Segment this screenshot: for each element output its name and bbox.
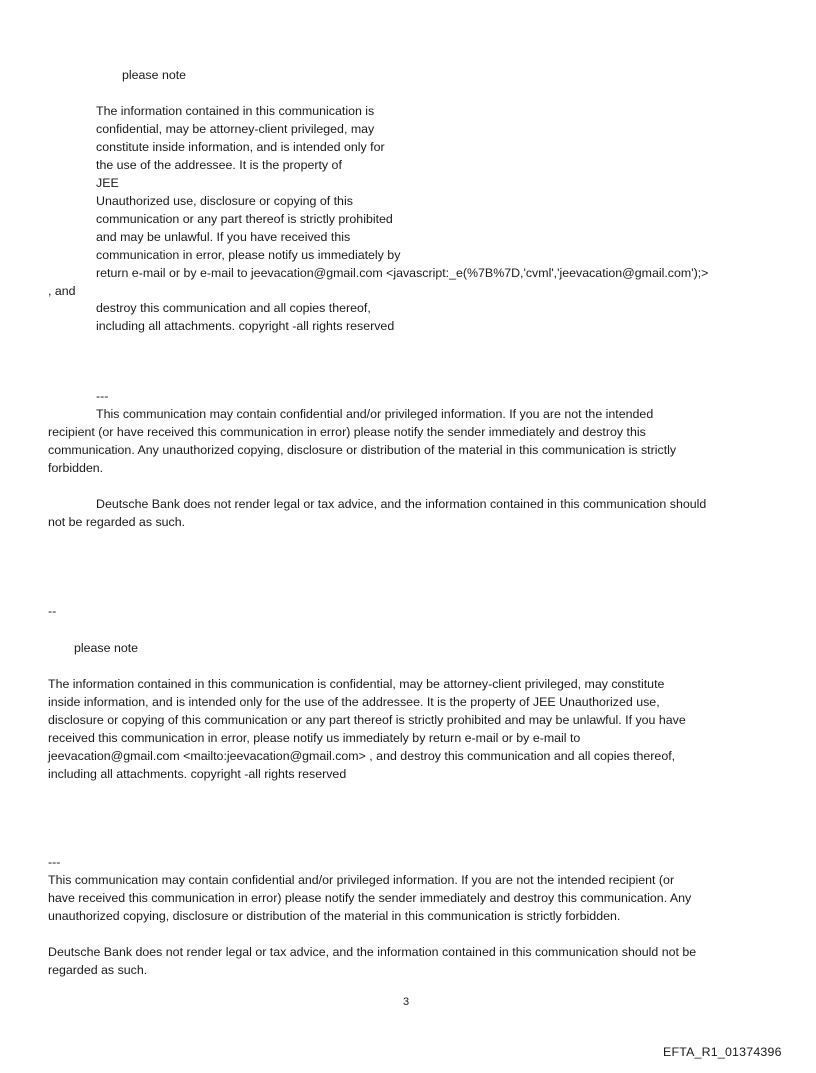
notice-line: communication in error, please notify us immediately by	[96, 248, 401, 262]
notice-line-email: return e-mail or by e-mail to jeevacation@gmail.com <javascript:_e(%7B%7D,'cvml','jeevacation@gmail.com');>	[96, 266, 709, 280]
disclaimer-line: This communication may contain confidential and/or privileged information. If you are not the intended	[96, 407, 654, 421]
page-number: 3	[403, 996, 410, 1008]
confidentiality-notice-2	[48, 675, 686, 783]
separator-2: --	[48, 604, 57, 618]
db-confidential-disclaimer-2	[48, 871, 691, 925]
db-tax-advice-disclaimer-1	[48, 495, 706, 531]
advice-line: Deutsche Bank does not render legal or tax advice, and the information contained in this communication should	[96, 497, 707, 511]
advice-line: regarded as such.	[48, 963, 148, 977]
notice-line: JEE	[96, 176, 119, 190]
advice-line: Deutsche Bank does not render legal or tax advice, and the information contained in this communication should not be	[48, 945, 697, 959]
notice-line: Unauthorized use, disclosure or copying of this	[96, 194, 353, 208]
confidentiality-notice-1	[96, 102, 708, 282]
notice-line: and may be unlawful. If you have received this	[96, 230, 351, 244]
notice-line: The information contained in this communication is	[96, 104, 375, 118]
notice-line: confidential, may be attorney-client privileged, may	[96, 122, 375, 136]
notice-line: disclosure or copying of this communication or any part thereof is strictly prohibited and may be unlawful. If you have	[48, 713, 686, 727]
please-note-heading-1: please note	[122, 68, 187, 82]
closing-line: destroy this communication and all copies thereof,	[96, 301, 371, 315]
notice-line: received this communication in error, please notify us immediately by return e-mail or by e-mail to	[48, 731, 581, 745]
notice-line: The information contained in this communication is confidential, may be attorney-client privileged, may constitute	[48, 677, 665, 691]
notice-line: the use of the addressee. It is the property of	[96, 158, 342, 172]
disclaimer-line: This communication may contain confidential and/or privileged information. If you are not the intended recipient (or	[48, 873, 675, 887]
please-note-heading-2: please note	[74, 641, 139, 655]
confidentiality-closing-1	[96, 299, 394, 335]
db-tax-advice-disclaimer-2	[48, 943, 696, 979]
advice-line: not be regarded as such.	[48, 515, 186, 529]
document-id: EFTA_R1_01374396	[663, 1045, 782, 1059]
separator-3: ---	[48, 855, 61, 869]
disclaimer-line: have received this communication in error) please notify the sender immediately and destroy this communication. Any	[48, 891, 692, 905]
notice-line-email: jeevacation@gmail.com <mailto:jeevacation@gmail.com> , and destroy this communication and all copies thereof,	[48, 749, 676, 763]
notice-line: constitute inside information, and is intended only for	[96, 140, 385, 154]
and-continuation: , and	[48, 284, 76, 298]
notice-line: inside information, and is intended only for the use of the addressee. It is the property of JEE Unauthorized use,	[48, 695, 660, 709]
notice-line: including all attachments. copyright -all rights reserved	[48, 767, 347, 781]
notice-line: communication or any part thereof is strictly prohibited	[96, 212, 393, 226]
separator-1: ---	[96, 389, 109, 403]
db-confidential-disclaimer-1	[48, 405, 676, 477]
disclaimer-line: communication. Any unauthorized copying, disclosure or distribution of the material in this communication is strictly	[48, 443, 677, 457]
disclaimer-line: forbidden.	[48, 461, 104, 475]
disclaimer-line: unauthorized copying, disclosure or distribution of the material in this communication is strictly forbidden.	[48, 909, 621, 923]
closing-line: including all attachments. copyright -all rights reserved	[96, 319, 395, 333]
disclaimer-line: recipient (or have received this communication in error) please notify the sender immediately and destroy this	[48, 425, 646, 439]
